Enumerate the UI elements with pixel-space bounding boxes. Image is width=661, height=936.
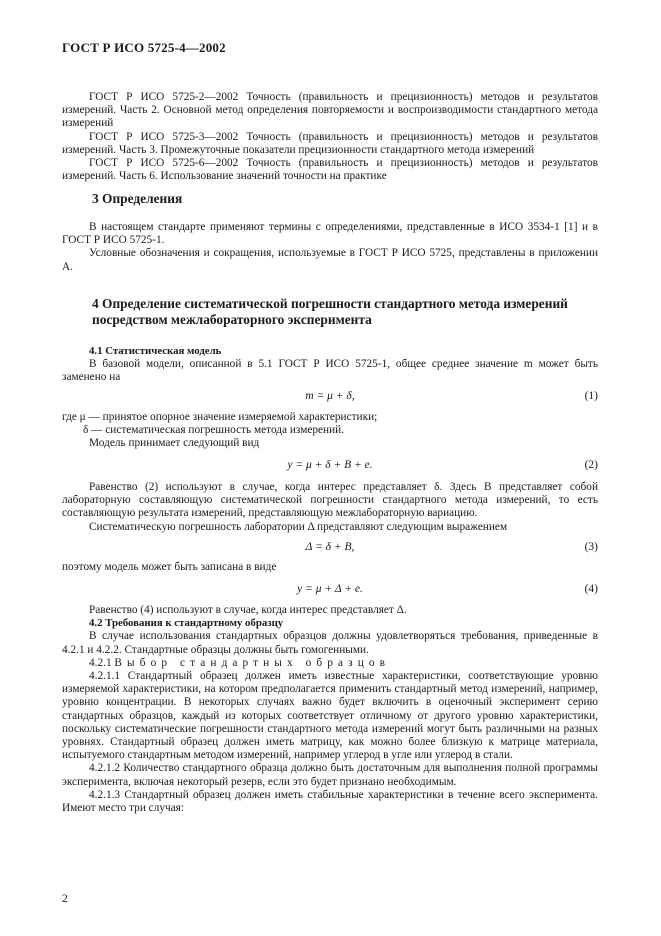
equation-3-number: (3): [584, 541, 598, 553]
equation-1-formula: m = μ + δ,: [305, 390, 355, 402]
subsection-4-1-heading: [62, 345, 598, 358]
section-4-heading-line-1: 4 Определение систематической погрешности стандартного метода измерений: [92, 296, 568, 311]
subsection-4-2-heading: [62, 617, 598, 630]
subsection-4-1-title: 4.1 Статистическая модель: [89, 345, 222, 357]
equation-1-number: (1): [584, 390, 598, 402]
equation-2-explanation: [62, 481, 598, 534]
section-4-heading-line-2: посредством межлабораторного эксперимента: [92, 312, 372, 327]
section-3-heading: 3 Определения: [92, 191, 183, 206]
clause-4-2-1-title: Выбор стандартных образцов: [114, 656, 391, 669]
paragraph: В настоящем стандарте применяют термины с определениями, представленные в ИСО 3534-1 [1] и в ГОСТ Р ИСО 5725-1.: [62, 221, 598, 247]
reference-item: ГОСТ Р ИСО 5725-2—2002 Точность (правильность и прецизионность) методов и результатов измерений. Часть 2. Основной метод определения повторяемости и воспроизводимости стандартного метода измерений: [62, 91, 598, 130]
equation-4-number: (4): [584, 583, 598, 595]
equation-4-formula: y = μ + Δ + e.: [297, 583, 363, 595]
clause-4-2-1-1: 4.2.1.1 Стандартный образец должен иметь известные характеристики, соответствующие уровню измеряемой характеристики, на котором предполагается применить стандартный метод измерений, например, уровню концентрации. В некоторых случаях важно будет включить в оценочный эксперимент серию стандартных образцов, каждый из которых соответствует отличному от другого уровню характеристики, поскольку систематические погрешности стандартного метода измерений могут быть различными на разных уровнях. Стандартный образец должен иметь матрицу, как можно более близкую к матрице материала, испытуемого стандартным методом измерений, например углерод в угле или углерод в стали.: [62, 670, 598, 762]
paragraph: В случае использования стандартных образцов должны удовлетворяться требования, приведенные в 4.2.1 и 4.2.2. Стандартные образцы должны быть гомогенными.: [62, 630, 598, 656]
equation-2: [62, 459, 598, 474]
clause-4-2-1-2: 4.2.1.2 Количество стандартного образца должно быть достаточным для выполнения полной программы эксперимента, включая некоторый резерв, если это будет признано необходимым.: [62, 762, 598, 788]
equation-4: [62, 583, 598, 598]
paragraph: Систематическую погрешность лаборатории Δ представляют следующим выражением: [89, 520, 508, 533]
equation-3: [62, 541, 598, 556]
running-header: ГОСТ Р ИСО 5725-4—2002: [62, 40, 226, 55]
equation-2-formula: y = μ + δ + B + e.: [287, 459, 373, 471]
paragraph: Равенство (2) используют в случае, когда интерес представляет δ. Здесь B представляет собой лабораторную составляющую систематической погрешности стандартного метода измерений, то есть составляющую результата измерений, представляющую межлабораторную вариацию.: [62, 481, 598, 520]
paragraph: Модель принимает следующий вид: [89, 437, 260, 450]
definition-delta: δ — систематическая погрешность метода измерений.: [83, 424, 344, 437]
reference-item: ГОСТ Р ИСО 5725-3—2002 Точность (правильность и прецизионность) методов и результатов измерений. Часть 3. Промежуточные показатели прецизионности стандартного метода измерений: [62, 130, 598, 156]
paragraph: Равенство (4) используют в случае, когда интерес представляет Δ.: [89, 604, 407, 616]
normative-references-list: [62, 91, 598, 183]
subsection-4-1: [62, 345, 598, 385]
clause-4-2-1-heading: [62, 657, 598, 670]
paragraph: Условные обозначения и сокращения, используемые в ГОСТ Р ИСО 5725, представлены в приложении А.: [62, 247, 598, 273]
equation-2-number: (2): [584, 459, 598, 471]
model-text: [62, 561, 598, 574]
section-3-body: [62, 221, 598, 274]
subsection-4-2: [62, 604, 598, 815]
equation-3-formula: Δ = δ + B,: [305, 541, 355, 553]
clause-4-2-1-3: 4.2.1.3 Стандартный образец должен иметь стабильные характеристики в течение всего эксперимента. Имеют место три случая:: [62, 788, 598, 815]
symbol-definitions: [62, 411, 598, 451]
clause-4-2-1-number: 4.2.1: [89, 656, 112, 669]
paragraph: В базовой модели, описанной в 5.1 ГОСТ Р ИСО 5725-1, общее среднее значение m может быть заменено на: [62, 358, 598, 384]
section-4-heading: [92, 296, 602, 328]
subsection-4-2-title: 4.2 Требования к стандартному образцу: [89, 617, 284, 630]
equation-1: [62, 390, 598, 405]
paragraph: поэтому модель может быть записана в виде: [62, 561, 277, 573]
page-number: 2: [62, 893, 68, 905]
reference-item: ГОСТ Р ИСО 5725-6—2002 Точность (правильность и прецизионность) методов и результатов измерений. Часть 6. Использование значений точности на практике: [62, 157, 598, 183]
definition-mu: где μ — принятое опорное значение измеряемой характеристики;: [62, 411, 378, 423]
